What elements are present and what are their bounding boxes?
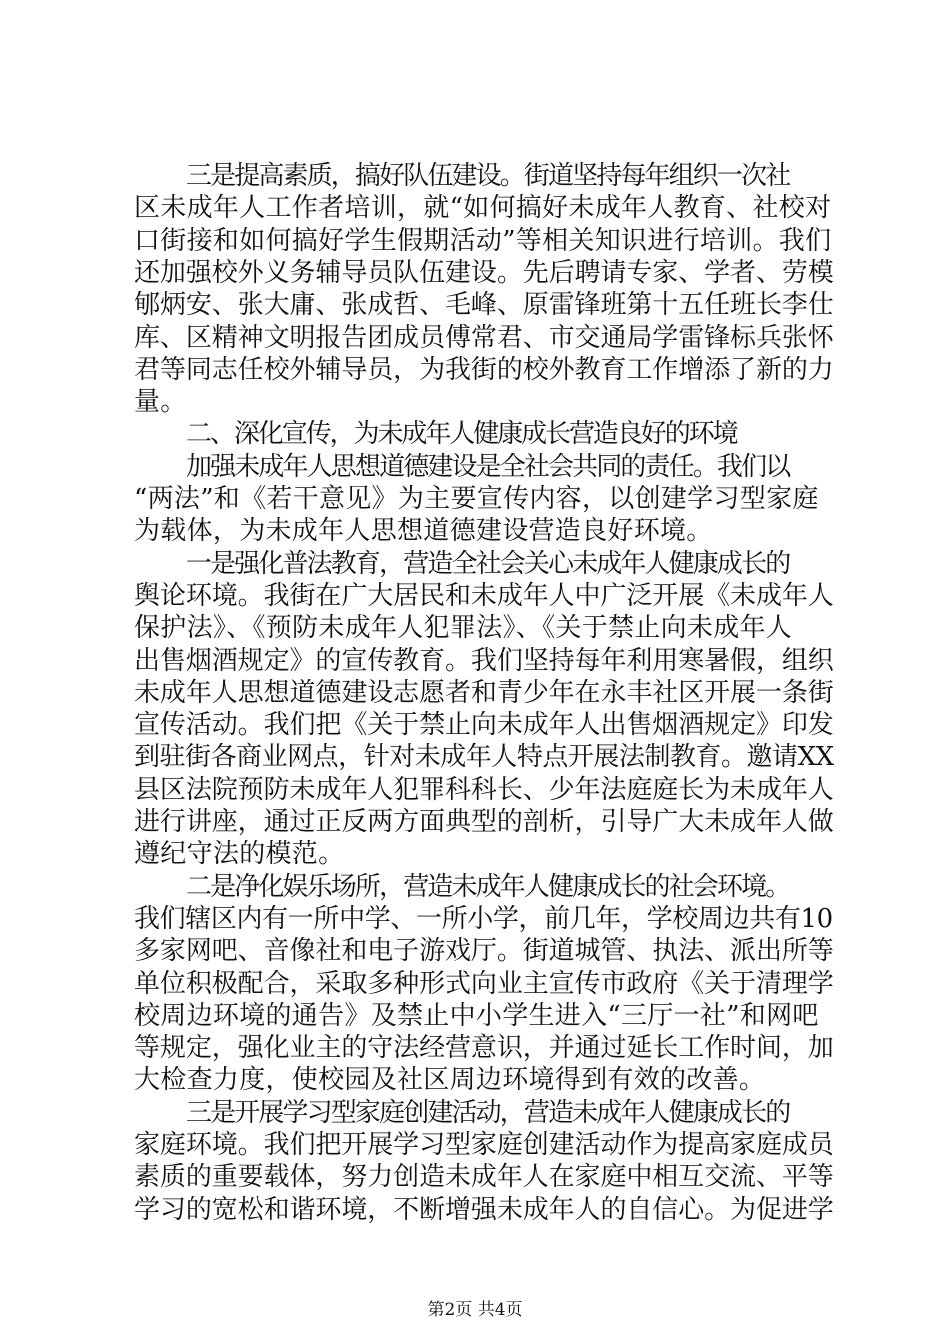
text-line: 遵纪守法的模范。	[134, 839, 345, 870]
text-line: 一是强化普法教育，营造全社会关心未成年人健康成长的	[186, 548, 790, 579]
text-line: 大检查力度，使校园及社区周边环境得到有效的改善。	[134, 1065, 766, 1096]
text-line: 宣传活动。我们把《关于禁止向未成年人出售烟酒规定》印发	[134, 710, 834, 741]
text-line: 保护法》、《预防未成年人犯罪法》、《关于禁止向未成年人	[134, 613, 793, 644]
text-line: 学习的宽松和谐环境，不断增强未成年人的自信心。为促进学	[134, 1194, 834, 1225]
text-line: 我们辖区内有一所中学、一所小学，前几年，学校周边共有10	[134, 903, 833, 934]
text-line: 进行讲座，通过正反两方面典型的剖析，引导广大未成年人做	[134, 807, 834, 837]
text-line: 出售烟酒规定》的宣传教育。我们坚持每年利用寒暑假，组织	[134, 645, 834, 676]
text-line: 口街接和如何搞好学生假期活动”等相关知识进行培训。我们	[134, 225, 832, 256]
text-line: “两法”和《若干意见》为主要宣传内容，以创建学习型家庭	[134, 484, 819, 514]
text-line: 三是开展学习型家庭创建活动，营造未成年人健康成长的	[186, 1097, 790, 1128]
text-line: 舆论环境。我街在广大居民和未成年人中广泛开展《未成年人	[134, 580, 834, 611]
text-line: 三是提高素质，搞好队伍建设。街道坚持每年组织一次社	[186, 161, 790, 191]
text-line: 库、区精神文明报告团成员傅常君、市交通局学雷锋标兵张怀	[134, 322, 834, 353]
text-line: 君等同志任校外辅导员，为我街的校外教育工作增添了新的力	[134, 354, 834, 385]
text-line: 为载体，为未成年人思想道德建设营造良好环境。	[134, 516, 713, 547]
text-line: 素质的重要载体，努力创造未成年人在家庭中相互交流、平等	[134, 1162, 834, 1193]
text-line: 县区法院预防未成年人犯罪科科长、少年法庭庭长为未成年人	[134, 774, 834, 805]
text-line: 郇炳安、张大庸、张成哲、毛峰、原雷锋班第十五任班长李仕	[134, 290, 834, 321]
text-line: 未成年人思想道德建设志愿者和青少年在永丰社区开展一条街	[134, 677, 834, 708]
text-line: 二是净化娱乐场所，营造未成年人健康成长的社会环境。	[186, 871, 790, 902]
text-line: 区未成年人工作者培训，就“如何搞好未成年人教育、社校对	[134, 193, 832, 224]
text-line: 多家网吧、音像社和电子游戏厅。街道城管、执法、派出所等	[134, 936, 834, 967]
text-line: 等规定，强化业主的守法经营意识，并通过延长工作时间，加	[134, 1033, 834, 1064]
page-footer: 第2页 共4页	[427, 1300, 523, 1320]
text-line: 家庭环境。我们把开展学习型家庭创建活动作为提高家庭成员	[134, 1130, 834, 1160]
text-line: 单位积极配合，采取多种形式向业主宣传市政府《关于清理学	[134, 968, 834, 999]
text-line: 校周边环境的通告》及禁止中小学生进入“三厅一社”和网吧	[134, 1000, 819, 1031]
text-line: 量。	[134, 387, 187, 418]
text-line: 到驻街各商业网点，针对未成年人特点开展法制教育。邀请XX	[134, 742, 834, 773]
text-line: 还加强校外义务辅导员队伍建设。先后聘请专家、学者、劳模	[134, 257, 834, 288]
text-line: 二、深化宣传，为未成年人健康成长营造良好的环境	[186, 419, 737, 450]
text-line: 加强未成年人思想道德建设是全社会共同的责任。我们以	[186, 451, 790, 482]
